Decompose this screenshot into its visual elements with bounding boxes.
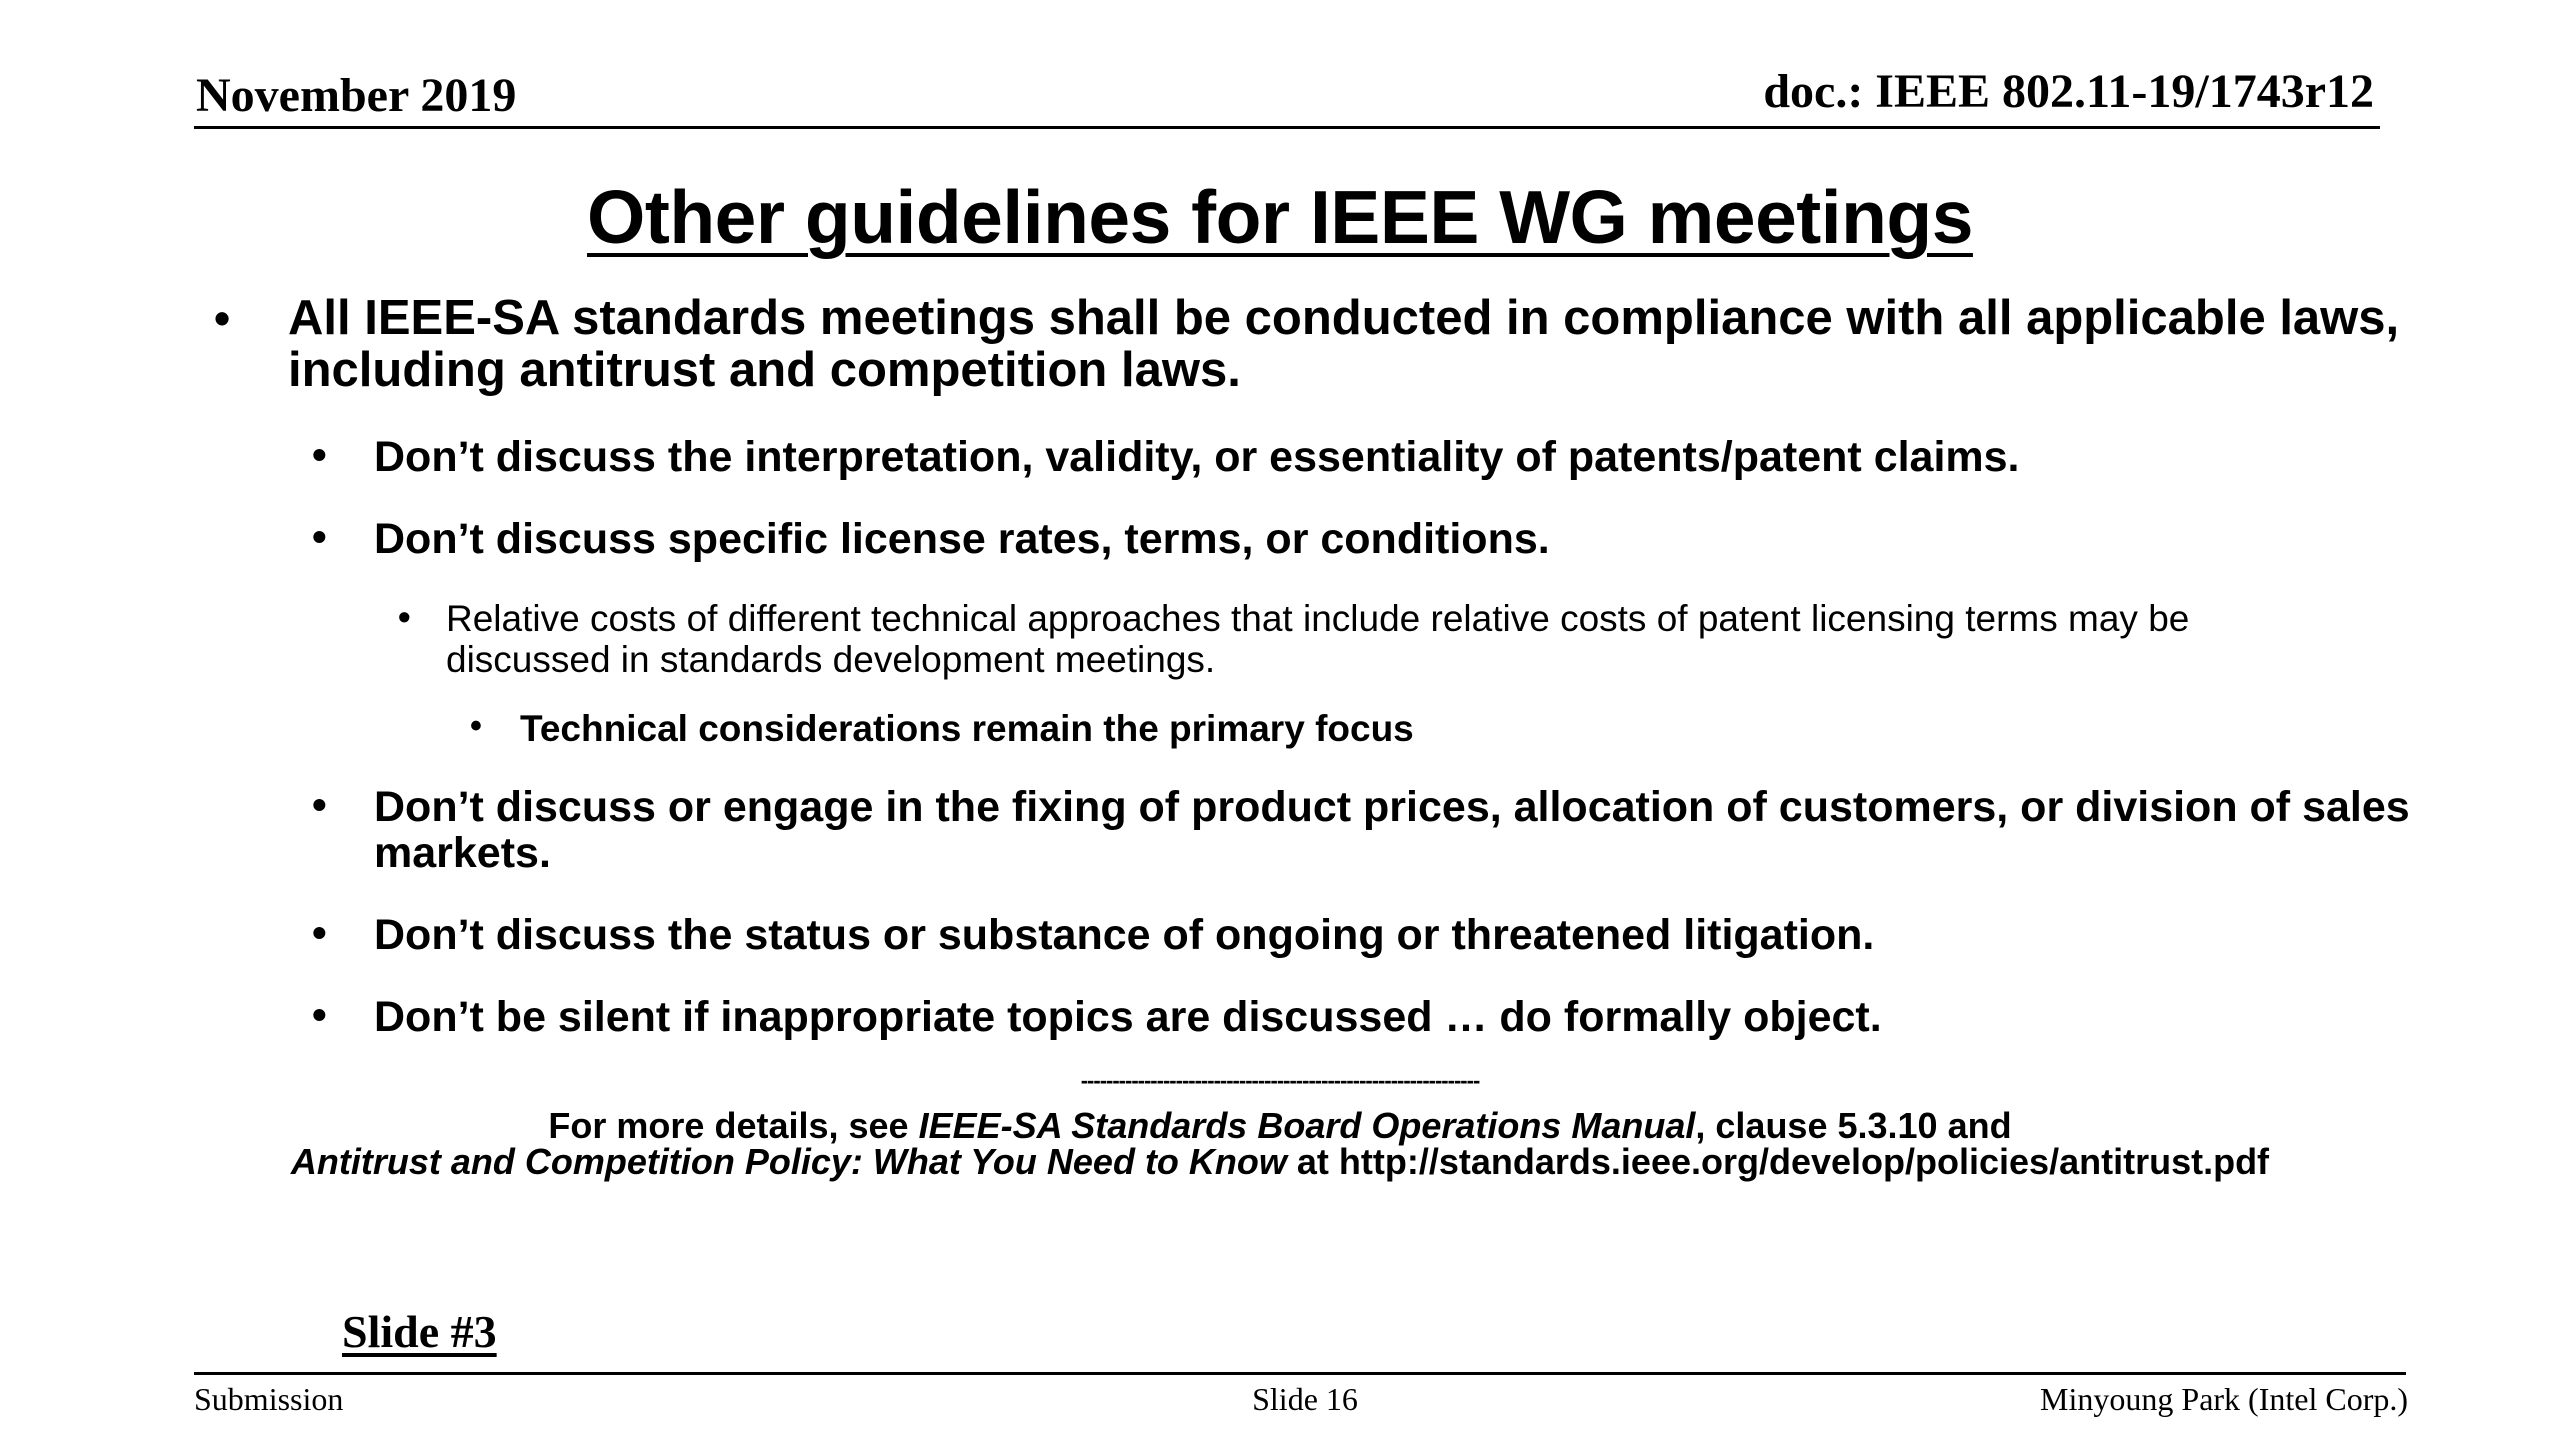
- bullet-text: Don’t discuss the status or substance of ongoing or threatened litigation.: [374, 911, 1875, 959]
- bullet-text-line: markets.: [374, 829, 551, 877]
- bullet-dot: •: [470, 707, 482, 745]
- bullet-text: Don’t be silent if inappropriate topics are discussed … do formally object.: [374, 993, 1882, 1041]
- slide-title: Other guidelines for IEEE WG meetings: [587, 175, 1973, 259]
- bullet-dot: •: [214, 292, 231, 344]
- footnote-line-1: [0, 1106, 2560, 1146]
- footnote-link-text: at http://standards.ieee.org/develop/policies/antitrust.pdf: [1286, 1141, 2270, 1182]
- bullet-text: [288, 292, 2399, 396]
- header-date: November 2019: [196, 69, 517, 122]
- bullet-text: Don’t discuss specific license rates, terms, or conditions.: [374, 515, 1550, 563]
- footer-rule: [194, 1372, 2406, 1375]
- footnote-italic-title: IEEE-SA Standards Board Operations Manual: [918, 1105, 1696, 1146]
- slide-number-label: Slide #3: [342, 1306, 497, 1357]
- footer-slide-number: Slide 16: [1252, 1381, 1358, 1417]
- footnote-separator: ---------------------------------------------------------------: [1080, 1068, 1480, 1093]
- bullet-text-line: Don’t discuss or engage in the fixing of product prices, allocation of customers, or division of sales: [374, 783, 2410, 831]
- header-doc-id: doc.: IEEE 802.11-19/1743r12: [1763, 65, 2374, 118]
- bullet-dot: •: [398, 596, 411, 637]
- bullet-text-line: including antitrust and competition laws.: [288, 343, 1241, 397]
- bullet-text: Don’t discuss the interpretation, validity, or essentiality of patents/patent claims.: [374, 433, 2020, 481]
- bullet-dot: •: [312, 431, 327, 478]
- bullet-text: [374, 784, 2410, 876]
- bullet-text-line: discussed in standards development meetings.: [446, 639, 1216, 680]
- footnote-text: For more details, see: [548, 1105, 919, 1146]
- bullet-text-line: Relative costs of different technical approaches that include relative costs of patent licensing terms may be: [446, 598, 2190, 639]
- bullet-text-line: All IEEE-SA standards meetings shall be conducted in compliance with all applicable laws,: [288, 291, 2400, 345]
- footnote-text: , clause 5.3.10 and: [1695, 1105, 2012, 1146]
- footer-submission: Submission: [194, 1381, 344, 1417]
- bullet-dot: •: [312, 991, 327, 1038]
- footer-author: Minyoung Park (Intel Corp.): [2040, 1381, 2408, 1417]
- header-rule: [194, 126, 2380, 129]
- bullet-dot: •: [312, 909, 327, 956]
- footnote-italic-title: Antitrust and Competition Policy: What You Need to Know: [290, 1141, 1287, 1182]
- footnote-line-2: [0, 1142, 2560, 1182]
- bullet-text: [446, 598, 2189, 680]
- bullet-dot: •: [312, 513, 327, 560]
- bullet-dot: •: [312, 781, 327, 828]
- bullet-text: Technical considerations remain the primary focus: [520, 708, 1414, 749]
